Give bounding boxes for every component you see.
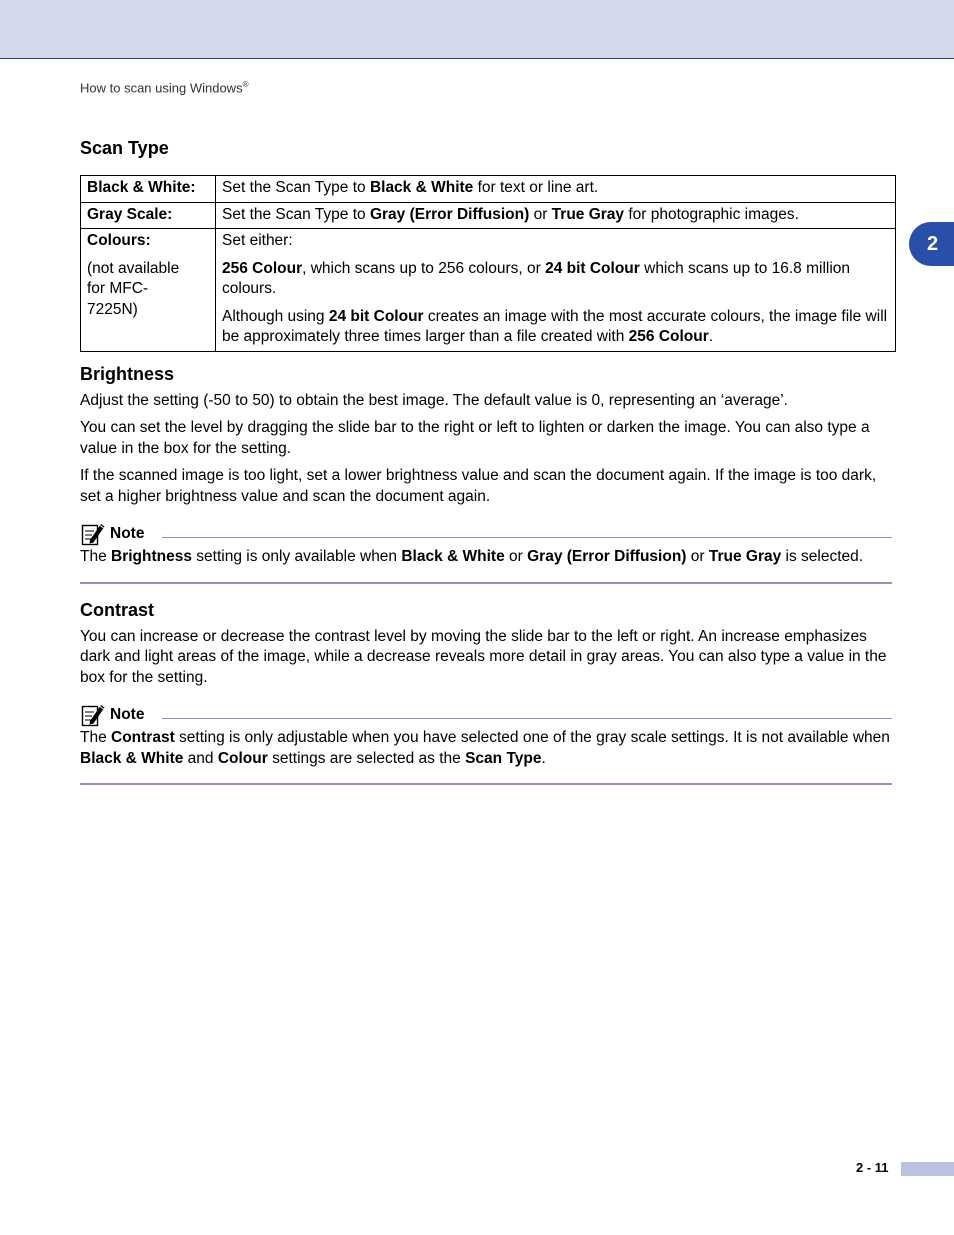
bold-term: Colour	[217, 749, 268, 767]
row-label: Colours:	[87, 232, 151, 249]
note-rule	[162, 537, 892, 538]
page-content	[80, 136, 892, 785]
contrast-heading: Contrast	[80, 599, 155, 620]
table-row	[81, 229, 896, 352]
row-paragraph: 256 Colour, which scans up to 256 colours, or 24 bit Colour which scans up to 16.8 million colours.	[222, 259, 851, 297]
table-row	[81, 202, 896, 229]
row-label-note: (not available for MFC-7225N)	[87, 259, 180, 318]
row-description: Set the Scan Type to Black & White for text or line art.	[216, 176, 896, 203]
brightness-paragraph: You can set the level by dragging the slide bar to the right or left to lighten or darken the image. You can also type a value in the box for the setting.	[80, 419, 870, 457]
contrast-note-text: The Contrast setting is only adjustable when you have selected one of the gray scale settings. It is not available when Black & White and Colour settings are selected as the Scan Type.	[80, 729, 890, 767]
page-number: 2 - 11	[856, 1160, 889, 1175]
bold-term: Contrast	[111, 729, 175, 746]
registered-mark: ®	[242, 80, 249, 89]
contrast-note-header	[80, 702, 892, 728]
footer-bar	[901, 1162, 954, 1176]
bold-term: Black & White	[401, 548, 505, 565]
brightness-note-header	[80, 521, 892, 547]
bold-term: Black & White	[369, 179, 474, 196]
scan-type-heading: Scan Type	[80, 138, 169, 158]
row-paragraph: Although using 24 bit Colour creates an image with the most accurate colours, the image file will be approximately three times larger than a file created with 256 Colour.	[222, 307, 888, 345]
row-description: Set the Scan Type to Gray (Error Diffusion) or True Gray for photographic images.	[216, 202, 896, 229]
row-paragraph: Set either:	[222, 232, 293, 249]
chapter-tab[interactable]	[909, 222, 954, 266]
note-label: Note	[110, 524, 145, 542]
bold-term: 24 bit Colour	[328, 307, 424, 325]
bold-term: 256 Colour	[628, 328, 709, 345]
brightness-note-text: The Brightness setting is only available when Black & White or Gray (Error Diffusion) or True Gray is selected.	[80, 548, 864, 565]
bold-term: 24 bit Colour	[545, 259, 640, 277]
running-header	[80, 80, 248, 95]
row-label-cell	[81, 229, 216, 352]
scan-type-table	[80, 175, 896, 352]
row-label: Black & White:	[81, 176, 216, 203]
chapter-tab-number: 2	[926, 232, 939, 255]
bold-term: True Gray	[551, 205, 625, 223]
bold-term: Gray (Error Diffusion)	[369, 205, 530, 223]
bold-term: Brightness	[111, 548, 192, 565]
bold-term: Gray (Error Diffusion)	[527, 548, 687, 565]
pencil-note-icon	[80, 702, 106, 728]
table-row	[81, 176, 896, 203]
row-description	[216, 229, 896, 352]
note-rule	[162, 718, 892, 719]
header-band	[0, 0, 954, 59]
bold-term: Black & White	[80, 749, 184, 767]
pencil-note-icon	[80, 521, 106, 547]
bold-term: 256 Colour	[222, 259, 303, 277]
contrast-paragraph: You can increase or decrease the contrast level by moving the slide bar to the left or right. An increase emphasizes dark and light areas of the image, while a decrease reveals more detail in gray areas. You can also type a value in the box for the setting.	[80, 627, 887, 686]
note-label: Note	[110, 705, 145, 723]
bold-term: True Gray	[708, 548, 782, 565]
brightness-paragraph: If the scanned image is too light, set a lower brightness value and scan the document again. If the image is too dark, set a higher brightness value and scan the document again.	[80, 467, 877, 505]
brightness-heading: Brightness	[80, 363, 175, 384]
row-label: Gray Scale:	[81, 202, 216, 229]
note-divider	[80, 582, 892, 584]
note-divider	[80, 783, 892, 785]
brightness-paragraph: Adjust the setting (-50 to 50) to obtain the best image. The default value is 0, representing an ‘average’.	[80, 391, 788, 409]
running-title: How to scan using Windows	[80, 80, 243, 96]
bold-term: Scan Type	[465, 749, 542, 767]
